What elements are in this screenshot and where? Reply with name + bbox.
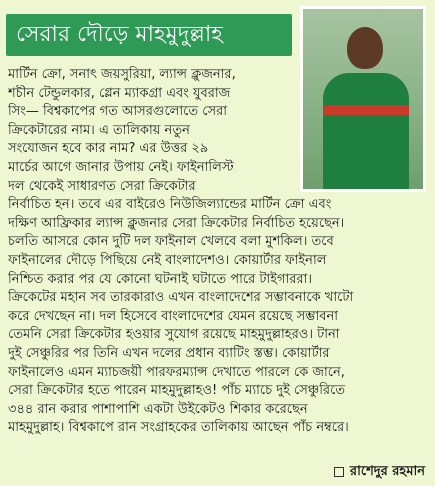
author-byline <box>334 462 425 483</box>
article-body <box>8 66 426 438</box>
body-line: নিশ্চিত করার পর যে কোনো ঘটনাই ঘটাতে পারে টাইগাররা। <box>8 271 312 287</box>
body-line: ফাইনালেও এমন ম্যাচজয়ী পারফরম্যান্স দেখাতে পারলে কে জানে, <box>8 364 345 380</box>
body-line: করে দেখছেন না। দল হিসেবে বাংলাদেশের যেমন রয়েছে সম্ভাবনা <box>8 308 338 324</box>
body-line: সেরা ক্রিকেটার হতে পারেন মাহমুদুল্লাহও! পাঁচ ম্যাচে দুই সেঞ্চুরিতে <box>8 383 346 399</box>
author-name: রাশেদুর রহমান <box>349 464 425 479</box>
body-line: সংযোজন হবে কার নাম? এর উত্তর ২৯ <box>8 141 209 157</box>
body-line: দুই সেঞ্চুরির পর তিনি এখন দলের প্রধান ব্যাটিং স্তম্ভ। কোয়ার্টার <box>8 345 330 361</box>
article-title: সেরার দৌড়ে মাহমুদুল্লাহ <box>6 14 292 56</box>
body-line: মার্টিন ক্রো, সনাৎ জয়সুরিয়া, ল্যান্স ক্লুজনার, <box>8 67 236 82</box>
body-line: মার্চের আগে জানার উপায় নেই। ফাইনালিস্ট <box>8 159 234 175</box>
body-line: শচীন টেন্ডুলকার, গ্লেন ম্যাকগ্রা এবং যুবরাজ <box>8 85 231 101</box>
body-line: ক্রিকেটারের নাম। এ তালিকায় নতুন <box>8 122 190 138</box>
body-line: তেমনি সেরা ক্রিকেটার হওয়ার সুযোগ রয়েছে মাহমুদুল্লাহরও। টানা <box>8 327 340 343</box>
body-line: দক্ষিণ আফ্রিকার ল্যান্স ক্লুজনার সেরা ক্রিকেটার নির্বাচিত হয়েছেন। <box>8 215 345 231</box>
body-line: ক্রিকেটের মহান সব তারকারাও এখন বাংলাদেশের সম্ভাবনাকে খাটো <box>8 290 354 306</box>
body-line: মাহমুদুল্লাহ। বিশ্বকাপে রান সংগ্রাহকের তালিকায় আছেন পাঁচ নম্বরে। <box>8 420 349 436</box>
player-head <box>347 27 383 69</box>
body-line: দল থেকেই সাধারণত সেরা ক্রিকেটার <box>8 178 196 194</box>
body-line: সিং— বিশ্বকাপের গত আসরগুলোতে সেরা <box>8 104 228 120</box>
body-line: ফাইনালের দৌড়ে পিছিয়ে নেই বাংলাদেশও। কোয়ার্টার ফাইনাল <box>8 252 327 268</box>
checkbox-bullet-icon <box>334 467 344 477</box>
body-line: নির্বাচিত হন। তবে এর বাইরেও নিউজিল্যান্ডের মার্টিন ক্রো এবং <box>8 197 332 213</box>
body-line: ৩৪৪ রান করার পাশাপাশি একটা উইকেটও শিকার করেছেন <box>8 401 308 417</box>
body-line: চলতি আসরে কোন দুটি দল ফাইনাল খেলবে বলা মুশকিল। তবে <box>8 234 334 250</box>
